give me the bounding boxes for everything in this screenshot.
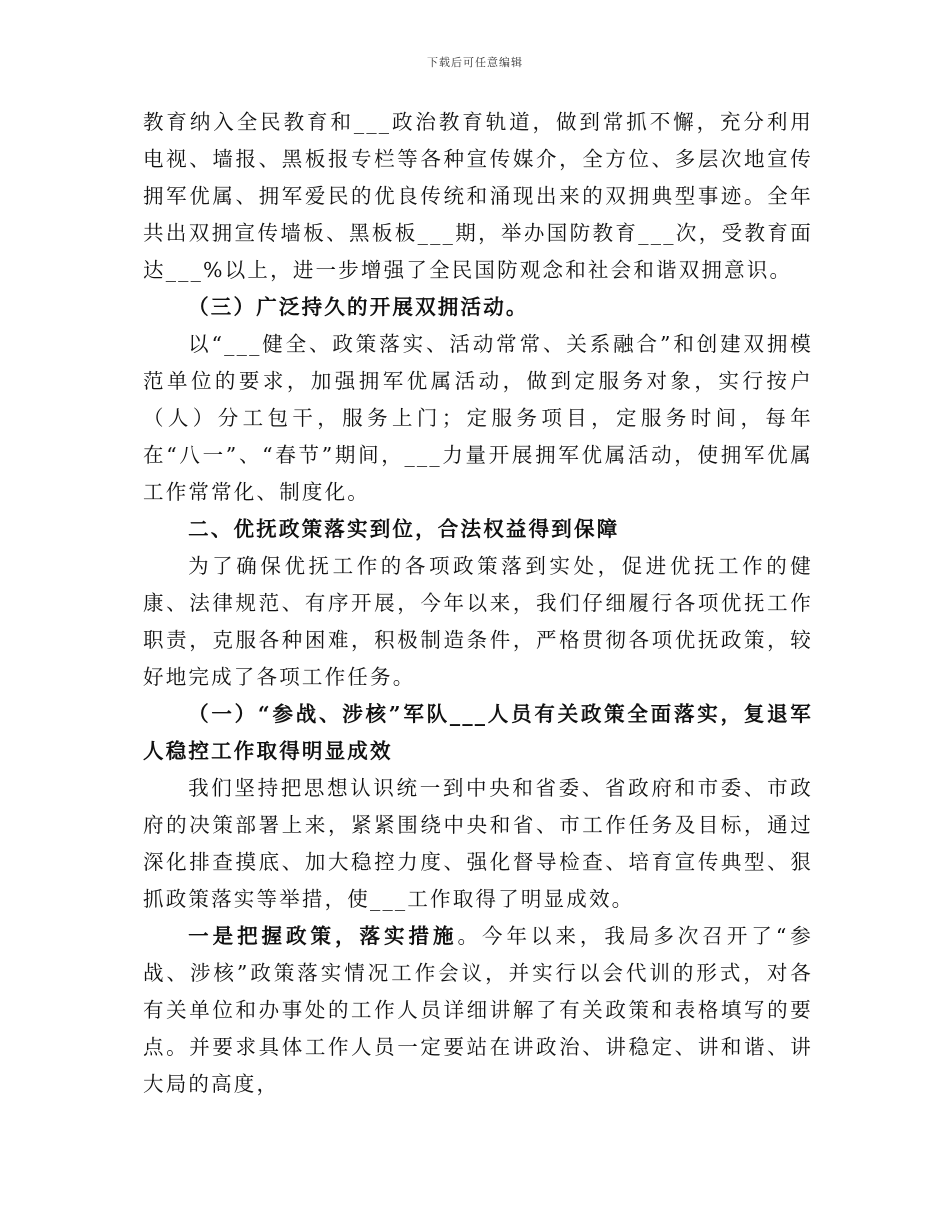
heading-section-1: （一）“参战、涉核”军队___人员有关政策全面落实，复退军人稳控工作取得明显成效 [143, 702, 813, 763]
paragraph-stability: 我们坚持把思想认识统一到中央和省委、省政府和市委、市政府的决策部署上来，紧紧围绕中央和省、市工作任务及目标，通过深化排查摸底、加大稳控力度、强化督导检查、培育宣传典型、狠抓政策落实等举措，使___工作取得了明显成效。 [143, 776, 813, 911]
measure-lead-text: 一是把握政策，落实措施 [188, 924, 458, 948]
paragraph-propaganda: 教育纳入全民教育和___政治教育轨道，做到常抓不懈，充分利用电视、墙报、黑板报专栏等各种宣传媒介，全方位、多层次地宣传拥军优属、拥军爱民的优良传统和涌现出来的双拥典型事迹。全年共出双拥宣传墙板、黑板板___期，举办国防教育___次，受教育面达___%以上，进一步增强了全民国防观念和社会和谐双拥意识。 [143, 110, 813, 282]
heading-section-3: （三）广泛持久的开展双拥活动。 [188, 295, 529, 319]
paragraph-activities: 以“___健全、政策落实、活动常常、关系融合”和创建双拥模范单位的要求，加强拥军优属活动，做到定服务对象，实行按户（人）分工包干，服务上门；定服务项目，定服务时间，每年在“八一”、“春节”期间，___力量开展拥军优属活动，使拥军优属工作常常化、制度化。 [143, 332, 813, 504]
page-header: 下载后可任意编辑 [427, 56, 523, 69]
paragraph-measures [143, 918, 813, 1103]
measure-body-text: 。今年以来，我局多次召开了“参战、涉核”政策落实情况工作会议，并实行以会代训的形式，对各有关单位和办事处的工作人员详细讲解了有关政策和表格填写的要点。并要求具体工作人员一定要站在讲政治、讲稳定、讲和谐、讲大局的高度， [143, 924, 814, 1096]
document-body [143, 104, 813, 1103]
paragraph-policy-intro: 为了确保优抚工作的各项政策落到实处，促进优抚工作的健康、法律规范、有序开展，今年以来，我们仔细履行各项优抚工作职责，克服各种困难，积极制造条件，严格贯彻各项优抚政策，较好地完成了各项工作任务。 [143, 554, 813, 689]
heading-chapter-2: 二、优抚政策落实到位，合法权益得到保障 [188, 517, 620, 541]
